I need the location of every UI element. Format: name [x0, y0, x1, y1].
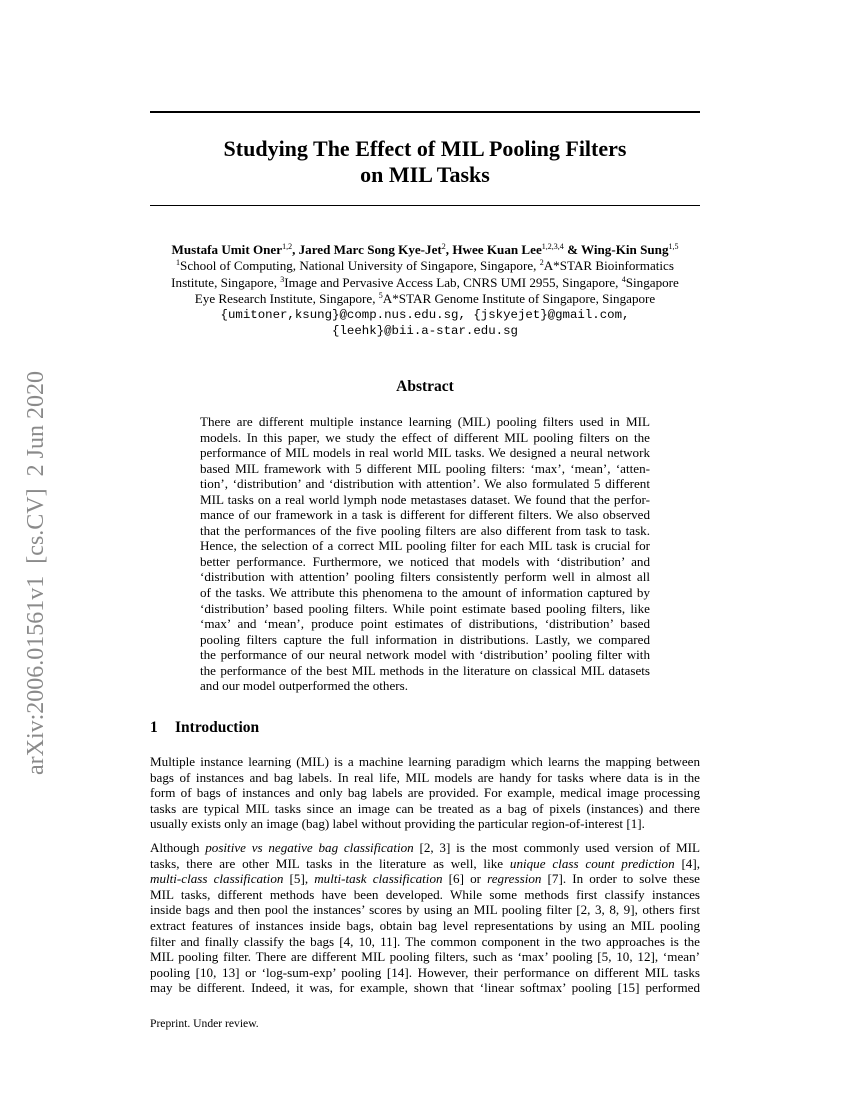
section-heading-introduction — [150, 718, 259, 738]
affiliation-mark: 4 — [621, 274, 626, 284]
abstract-line: based MIL framework with 5 different MIL pooling filters: ‘max’, ‘mean’, ‘atten- — [200, 460, 650, 476]
abstract-line: the performance of our neural network model with ‘distribution’ pooling filter with — [200, 647, 650, 663]
author-name: Jared Marc Song Kye-Jet — [298, 242, 442, 257]
abstract-line: that the performances of the five pooling filters are also different from task to task. — [200, 522, 650, 538]
author-affiliation-mark: 1,2 — [282, 242, 293, 251]
abstract-line: tion’, ‘distribution’ and ‘distribution with attention’. We also formulated 5 different — [200, 476, 650, 492]
author-affiliation-mark: 1,2,3,4 — [541, 242, 564, 251]
abstract-line: of the tasks. We attribute this phenomena to the amount of information captured by — [200, 585, 650, 601]
affiliation-text: A*STAR Bioinformatics — [543, 258, 674, 274]
arxiv-category: [cs.CV] — [23, 488, 49, 564]
emphasis-text: regression — [487, 871, 542, 887]
emphasis-text: positive vs negative bag classification — [205, 840, 414, 855]
author-name: Hwee Kuan Lee — [452, 242, 542, 257]
paragraph-line: bags of instances and bag labels. In real life, MIL models are handy for tasks where data is in the — [150, 769, 700, 785]
title-bottom-rule — [150, 205, 700, 206]
affiliation-text: Institute, Singapore, — [171, 274, 277, 290]
section-number: 1 — [150, 719, 158, 736]
abstract-line: MIL tasks on a real world lymph node metastases dataset. We found that the perfor- — [200, 491, 650, 507]
affiliation-mark: 2 — [539, 258, 544, 268]
abstract-line: mance of our framework in a task is different for different filters. We also observed — [200, 507, 650, 523]
email-line: {umitoner,ksung}@comp.nus.edu.sg, {jskyejet}@gmail.com, — [220, 308, 630, 323]
paper-title — [150, 136, 700, 188]
paragraph-line: pooling [10, 13] or ‘log-sum-exp’ pooling [14]. However, their performance on different MIL tasks — [150, 964, 700, 980]
abstract-line: the performance of the best MIL methods in the literature on classical MIL datasets — [200, 662, 650, 678]
paragraph-line: inside bags and then pool the instances’ scores by using an MIL pooling filter [2, 3, 8, 9], others first — [150, 902, 700, 918]
author-name: Wing-Kin Sung — [581, 242, 669, 257]
paragraph-line: MIL tasks, different methods have been developed. While some methods first classify instances — [150, 886, 700, 902]
affiliation-text: A*STAR Genome Institute of Singapore, Singapore — [382, 290, 656, 306]
affiliation-mark: 5 — [378, 290, 383, 300]
affiliation-line — [150, 291, 700, 307]
arxiv-date: 2 Jun 2020 — [23, 371, 49, 477]
affiliation-line — [150, 258, 700, 274]
author-affiliation-mark: 1,5 — [668, 242, 679, 251]
abstract-line: performance of MIL models in real world MIL tasks. We designed a neural network — [200, 445, 650, 461]
abstract-heading: Abstract — [396, 378, 454, 395]
intro-paragraph-1 — [150, 754, 700, 832]
line-text: [7]. In order to solve these — [541, 871, 700, 887]
affiliation-mark: 1 — [176, 258, 181, 268]
paragraph-line — [150, 840, 700, 856]
line-text: [4], — [674, 855, 700, 871]
emphasis-text: unique class count prediction — [509, 855, 675, 871]
paragraph-line: Multiple instance learning (MIL) is a machine learning paradigm which learns the mapping between — [150, 754, 700, 769]
abstract-line: pooling filters capture the full information in distributions. Lastly, we compared — [200, 631, 650, 647]
abstract-line: better performance. Furthermore, we noticed that models with ‘distribution’ and — [200, 553, 650, 569]
arxiv-stamp — [19, 295, 53, 775]
email-line: {leehk}@bii.a-star.edu.sg — [332, 324, 518, 339]
abstract-line: ‘distribution with attention’ pooling filters consistently perform well in almost all — [200, 569, 650, 585]
author-affiliation-mark: 2 — [441, 242, 446, 251]
emphasis-text: multi-class classification — [150, 871, 284, 887]
paragraph-line — [150, 871, 700, 887]
paragraph-line: extract features of instances inside bags, obtain bag level representations by using an MIL pooling — [150, 917, 700, 933]
abstract-line: Hence, the selection of a correct MIL pooling filter for each MIL task is crucial for — [200, 538, 650, 554]
abstract-line: ‘distribution’ based pooling filters. While point estimate based pooling filters, like — [200, 600, 650, 616]
paragraph-line: usually exists only an image (bag) label without providing the particular region-of-interest [1]. — [150, 816, 645, 832]
affiliation-mark: 3 — [280, 274, 285, 284]
affiliation-text: Singapore — [625, 274, 679, 290]
line-text: tasks, there are other MIL tasks in the literature as well, like — [150, 855, 510, 871]
line-text: Although — [150, 840, 206, 855]
intro-paragraph-2 — [150, 840, 700, 996]
author-names: Mustafa Umit Oner$^{1,2}$, Jared Marc Song Kye-Jet$^2$, Hwee Kuan Lee$^{1,2,3,4}$ & Wing-Kin Sung$^{1,5}$ — [171, 242, 679, 257]
section-title: Introduction — [175, 719, 260, 736]
line-text: [2, 3] is the most commonly used version of MIL — [413, 840, 700, 855]
abstract-line: and our model outperformed the others. — [200, 678, 408, 694]
paragraph-line: filter and finally classify the bags [4, 10, 11]. The common component in the two approaches is the — [150, 933, 700, 949]
author-block — [150, 242, 700, 340]
affiliation-text: Image and Pervasive Access Lab, CNRS UMI 2955, Singapore, — [284, 274, 619, 290]
paragraph-line: form of bags of instances and only bag labels are provided. For example, medical image processing — [150, 785, 700, 801]
paragraph-line: may be different. Indeed, it was, for example, shown that ‘linear softmax’ pooling [15] performed — [150, 980, 700, 996]
line-text: [6] or — [442, 871, 488, 887]
title-top-rule — [150, 111, 700, 113]
arxiv-id: arXiv:2006.01561v1 — [23, 575, 49, 775]
abstract-line: models. In this paper, we study the effect of different MIL pooling filters on the — [200, 429, 650, 445]
footer-note: Preprint. Under review. — [150, 1017, 259, 1030]
abstract-line: There are different multiple instance learning (MIL) pooling filters used in MIL — [200, 414, 650, 429]
paragraph-line — [150, 856, 700, 872]
affiliation-text: Eye Research Institute, Singapore, — [194, 290, 376, 306]
abstract-line: ‘max’ and ‘mean’, produce point estimates of distributions, ‘distribution’ based — [200, 616, 650, 632]
paragraph-line: tasks are typical MIL tasks since an image can be treated as a bag of pixels (instances) and there — [150, 800, 700, 816]
emphasis-text: multi-task classification — [314, 871, 443, 887]
affiliation-line — [150, 275, 700, 291]
title-line-1: Studying The Effect of MIL Pooling Filters — [223, 136, 627, 161]
affiliation-text: School of Computing, National University of Singapore, Singapore, — [180, 258, 537, 274]
paragraph-line: MIL pooling filter. There are different MIL pooling filters, such as ‘max’ pooling [5, 10, 12], ‘mean’ — [150, 949, 700, 965]
author-conjunction: & — [567, 242, 578, 257]
title-line-2: on MIL Tasks — [360, 162, 490, 187]
author-name: Mustafa Umit Oner — [171, 242, 283, 257]
abstract-body — [200, 414, 650, 694]
line-text: [5], — [283, 871, 315, 887]
